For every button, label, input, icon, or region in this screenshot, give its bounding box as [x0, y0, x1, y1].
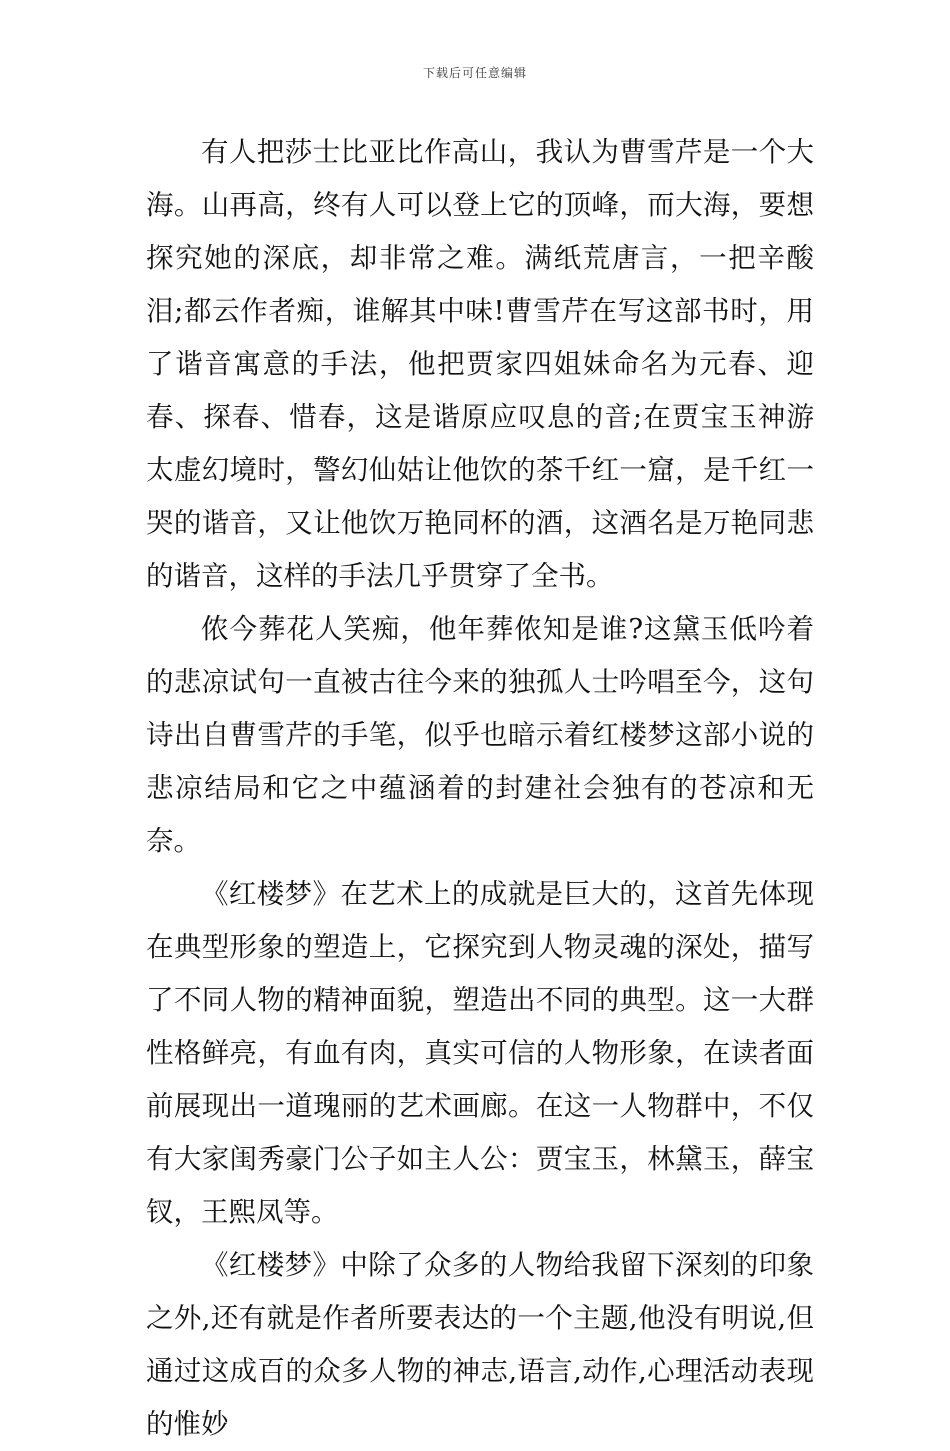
document-body	[146, 126, 814, 1451]
paragraph-2: 侬今葬花人笑痴，他年葬侬知是谁?这黛玉低吟着的悲凉试句一直被古往今来的独孤人士吟唱至今，这句诗出自曹雪芹的手笔，似乎也暗示着红楼梦这部小说的悲凉结局和它之中蕴涵着的封建社会独有的苍凉和无奈。	[146, 613, 814, 857]
paragraph-3: 《红楼梦》在艺术上的成就是巨大的，这首先体现在典型形象的塑造上，它探究到人物灵魂的深处，描写了不同人物的精神面貌，塑造出不同的典型。这一大群性格鲜亮，有血有肉，真实可信的人物形象，在读者面前展现出一道瑰丽的艺术画廊。在这一人物群中，不仅有大家闺秀豪门公子如主人公：贾宝玉，林黛玉，薛宝钗，王熙凤等。	[146, 878, 814, 1228]
page-header: 下载后可任意编辑	[422, 66, 527, 80]
paragraph-4: 《红楼梦》中除了众多的人物给我留下深刻的印象之外,还有就是作者所要表达的一个主题,他没有明说,但通过这成百的众多人物的神志,语言,动作,心理活动表现的惟妙	[146, 1249, 814, 1440]
paragraph-1: 有人把莎士比亚比作高山，我认为曹雪芹是一个大海。山再高，终有人可以登上它的顶峰，而大海，要想探究她的深底，却非常之难。满纸荒唐言，一把辛酸泪;都云作者痴，谁解其中味!曹雪芹在写这部书时，用了谐音寓意的手法，他把贾家四姐妹命名为元春、迎春、探春、惜春，这是谐原应叹息的音;在贾宝玉神游太虚幻境时，警幻仙姑让他饮的茶千红一窟，是千红一哭的谐音，又让他饮万艳同杯的酒，这酒名是万艳同悲的谐音，这样的手法几乎贯穿了全书。	[146, 136, 814, 592]
